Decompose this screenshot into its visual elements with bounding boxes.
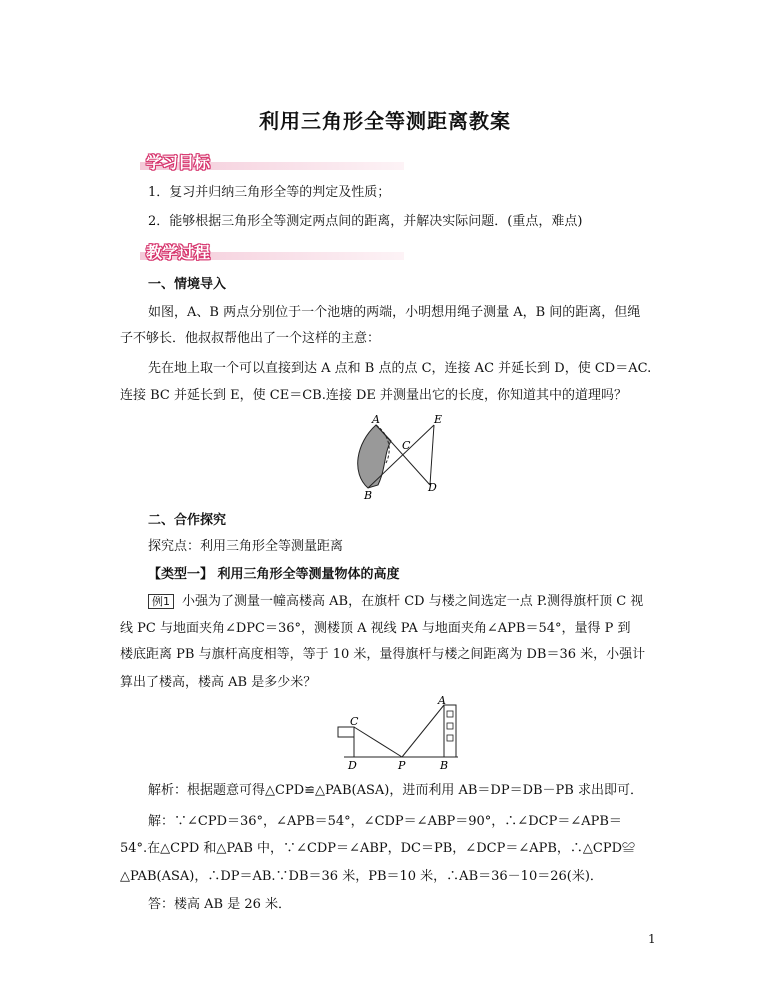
example-text: 小强为了测量一幢高楼高 AB，在旗杆 CD 与楼之间选定一点 P.测得旗杆顶 C 视 [182, 594, 644, 609]
part1-heading: 一、情境导入 [148, 277, 227, 292]
example-line-4: 算出了楼高，楼高 AB 是多少米？ [120, 675, 317, 690]
analysis-text: 解析：根据题意可得△CPD≌△PAB(ASA)，进而利用 AB＝DP＝DB－PB 求出即可． [148, 783, 643, 798]
section-tag-goals [140, 150, 404, 172]
label-b: B [440, 759, 449, 772]
label-a: A [438, 695, 446, 707]
window [447, 711, 453, 717]
paragraph-line: 如图，A、B 两点分别位于一个池塘的两端，小明想用绳子测量 A，B 间的距离，但绳 [148, 305, 641, 320]
building-figure [334, 695, 474, 775]
sight-line-pc [354, 727, 402, 757]
paragraph-line: 先在地上取一个可以直接到达 A 点和 B 点的点 C，连接 AC 并延长到 D，使 CD＝AC. [148, 361, 652, 376]
label-d: D [428, 481, 437, 494]
tag-label: 学习目标 [146, 153, 211, 172]
tag-label: 教学过程 [146, 243, 211, 262]
example-line-3: 楼底距离 PB 与旗杆高度相等，等于 10 米，量得旗杆与楼之间距离为 DB＝36 米，小强计 [120, 647, 646, 662]
solution-line-2: 54°.在△CPD 和△PAB 中，∵∠CDP＝∠ABP，DC＝PB，∠DCP＝∠APB，∴△CPD≌ [120, 841, 636, 856]
goal-item-1: 1．复习并归纳三角形全等的判定及性质； [148, 185, 391, 200]
answer-text: 答：楼高 AB 是 26 米． [148, 897, 292, 912]
paragraph-line: 子不够长．他叔叔帮他出了一个这样的主意： [120, 331, 381, 346]
pond-figure [346, 413, 466, 503]
flag [338, 727, 354, 737]
window [447, 723, 453, 729]
solution-line-1: 解：∵∠CPD＝36°，∠APB＝54°，∠CDP＝∠ABP＝90°，∴∠DCP＝∠APB＝ [148, 814, 622, 829]
type-heading: 【类型一】 利用三角形全等测量物体的高度 [148, 567, 400, 582]
paragraph-line: 连接 BC 并延长到 E，使 CE＝CB.连接 DE 并测量出它的长度，你知道其中的道理吗？ [120, 388, 628, 403]
label-a: A [372, 413, 380, 426]
page-title: 利用三角形全等测距离教案 [259, 109, 511, 133]
example-badge: 例1 [148, 594, 174, 609]
explore-point: 探究点：利用三角形全等测量距离 [148, 539, 344, 554]
part2-heading: 二、合作探究 [148, 513, 227, 528]
example-line-1 [148, 593, 643, 611]
label-e: E [434, 413, 443, 426]
window [447, 735, 453, 741]
sight-line-pa [402, 705, 444, 757]
building [444, 705, 456, 757]
page-number: 1 [648, 932, 656, 946]
label-p: P [398, 759, 406, 772]
label-c: C [350, 715, 359, 728]
segment-de [430, 425, 434, 485]
example-line-2: 线 PC 与地面夹角∠DPC＝36°，测楼顶 A 视线 PA 与地面夹角∠APB＝54°，量得 P 到 [120, 621, 631, 636]
solution-line-3: △PAB(ASA)，∴DP＝AB.∵DB＝36 米，PB＝10 米，∴AB＝36－10＝26(米)． [120, 869, 603, 884]
label-b: B [364, 489, 373, 502]
section-tag-process [140, 240, 404, 262]
label-d: D [348, 759, 357, 772]
pond-shape [358, 425, 391, 488]
label-c: C [402, 439, 411, 452]
goal-item-2: 2．能够根据三角形全等测定两点间的距离，并解决实际问题．(重点，难点) [148, 214, 583, 229]
